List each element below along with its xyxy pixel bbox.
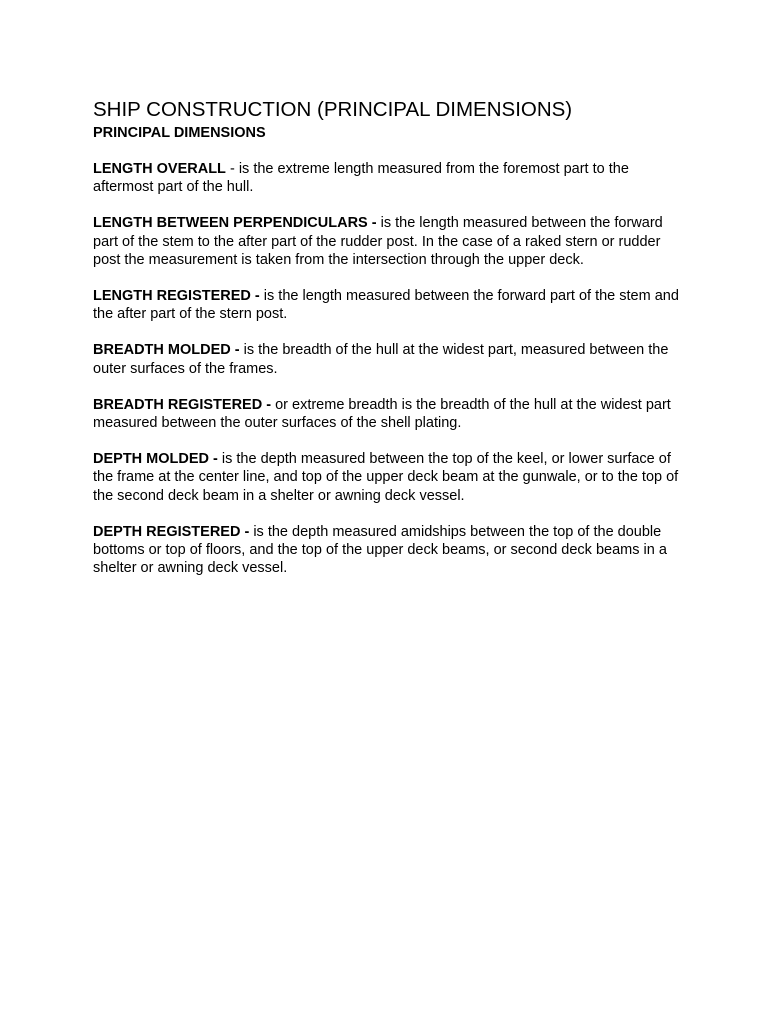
entry-term: DEPTH MOLDED - — [93, 451, 218, 468]
entry-term: LENGTH REGISTERED - — [93, 288, 260, 305]
document-title: SHIP CONSTRUCTION (PRINCIPAL DIMENSIONS) — [93, 98, 573, 121]
entry-depth-molded — [93, 450, 683, 505]
entry-definition: is the extreme length measured from the foremost part to the aftermost part of the hull. — [93, 161, 629, 196]
entry-definition: is the depth measured between the top of the keel, or lower surface of the frame at the center line, and top of the upper deck beam at the gunwale, or to the top of the second deck beam in a shelter or awning deck vessel. — [93, 451, 679, 504]
document-subtitle: PRINCIPAL DIMENSIONS — [93, 125, 266, 141]
entry-depth-registered — [93, 523, 683, 578]
entry-definition: is the depth measured amidships between the top of the double bottoms or top of floors, and the top of the upper deck beams, or second deck beams in a shelter or awning deck vessel. — [93, 523, 667, 577]
entry-term: BREADTH MOLDED - — [93, 342, 240, 359]
entry-separator: - — [225, 161, 239, 177]
entry-term: LENGTH BETWEEN PERPENDICULARS - — [93, 215, 377, 232]
entry-length-registered — [93, 287, 683, 323]
entry-definition: is the breadth of the hull at the widest part, measured between the outer surfaces of the frames. — [93, 342, 669, 377]
entry-definition: is the length measured between the forward part of the stem and the after part of the stern post. — [93, 288, 679, 323]
entry-length-between-perpendiculars — [93, 214, 683, 269]
entry-term: BREADTH REGISTERED - — [93, 396, 272, 413]
entry-term: DEPTH REGISTERED - — [93, 523, 250, 540]
entry-length-overall — [93, 160, 683, 196]
entry-breadth-molded — [93, 341, 683, 377]
entry-definition: is the length measured between the forward part of the stem to the after part of the rudder post. In the case of a raked stern or rudder post the measurement is taken from the intersection through the upper deck. — [93, 215, 663, 268]
entry-term: LENGTH OVERALL — [93, 161, 226, 177]
entry-definition: or extreme breadth is the breadth of the hull at the widest part measured between the outer surfaces of the shell plating. — [93, 396, 671, 432]
entry-breadth-registered — [93, 396, 683, 432]
document-page — [93, 97, 683, 595]
